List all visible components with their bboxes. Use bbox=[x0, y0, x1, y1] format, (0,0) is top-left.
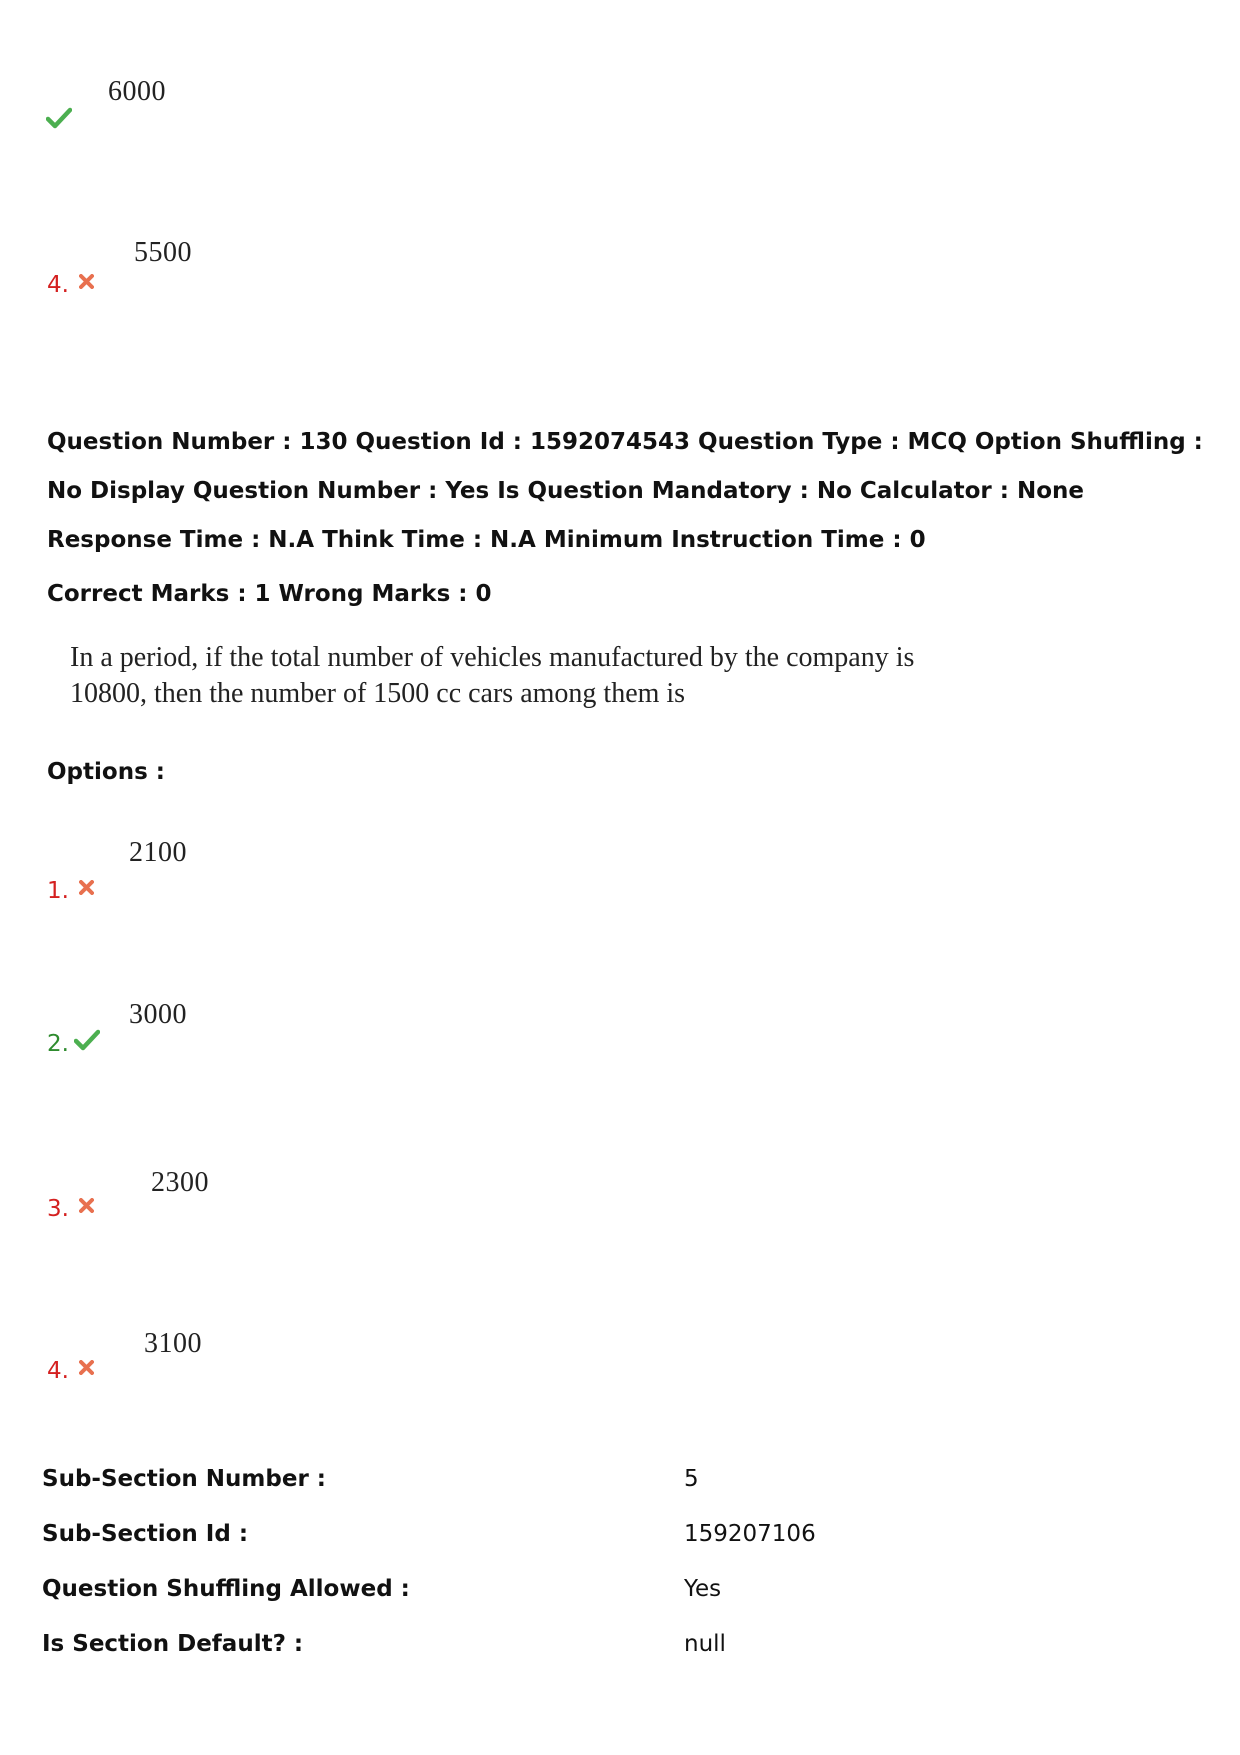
option-value: 2100 bbox=[129, 837, 187, 868]
question-meta: Question Number : 130 Question Id : 1592074543 Question Type : MCQ Option Shuffling : No Display Question Number : Yes Is Question Mandatory : No Calculator : None Response Time : N.A Think Time : N.A Minimum Instruction Time : 0 bbox=[47, 429, 1203, 553]
sub-section-number-label: Sub-Section Number : bbox=[42, 1466, 327, 1492]
check-icon bbox=[74, 1029, 100, 1051]
sub-section-id-label: Sub-Section Id : bbox=[42, 1521, 249, 1547]
question-shuffling-value: Yes bbox=[684, 1576, 722, 1602]
section-default-row bbox=[42, 1624, 1192, 1664]
sub-section-id-row bbox=[42, 1514, 1192, 1554]
question-marks: Correct Marks : 1 Wrong Marks : 0 bbox=[47, 581, 492, 607]
option-number: 4. bbox=[47, 272, 69, 298]
question-shuffling-row bbox=[42, 1569, 1192, 1609]
option-number: 2. bbox=[47, 1031, 69, 1057]
option-number: 4. bbox=[47, 1358, 69, 1384]
cross-icon bbox=[79, 274, 94, 289]
sub-section-number-row bbox=[42, 1459, 1192, 1499]
section-default-value: null bbox=[684, 1631, 726, 1657]
cross-icon bbox=[79, 1198, 94, 1213]
sub-section-number-value: 5 bbox=[684, 1466, 699, 1492]
sub-section-id-value: 159207106 bbox=[684, 1521, 816, 1547]
option-value: 6000 bbox=[108, 76, 166, 107]
option-number: 3. bbox=[47, 1196, 69, 1222]
options-label: Options : bbox=[47, 759, 165, 785]
check-icon bbox=[46, 107, 72, 129]
option-value: 5500 bbox=[134, 237, 192, 268]
option-value: 3100 bbox=[144, 1328, 202, 1359]
cross-icon bbox=[79, 1360, 94, 1375]
cross-icon bbox=[79, 880, 94, 895]
question-text: In a period, if the total number of vehicles manufactured by the company is 10800, then the number of 1500 cc cars among them is bbox=[70, 642, 915, 709]
section-default-label: Is Section Default? : bbox=[42, 1631, 304, 1657]
option-number: 1. bbox=[47, 878, 69, 904]
question-shuffling-label: Question Shuffling Allowed : bbox=[42, 1576, 410, 1602]
option-value: 2300 bbox=[151, 1167, 209, 1198]
option-value: 3000 bbox=[129, 999, 187, 1030]
